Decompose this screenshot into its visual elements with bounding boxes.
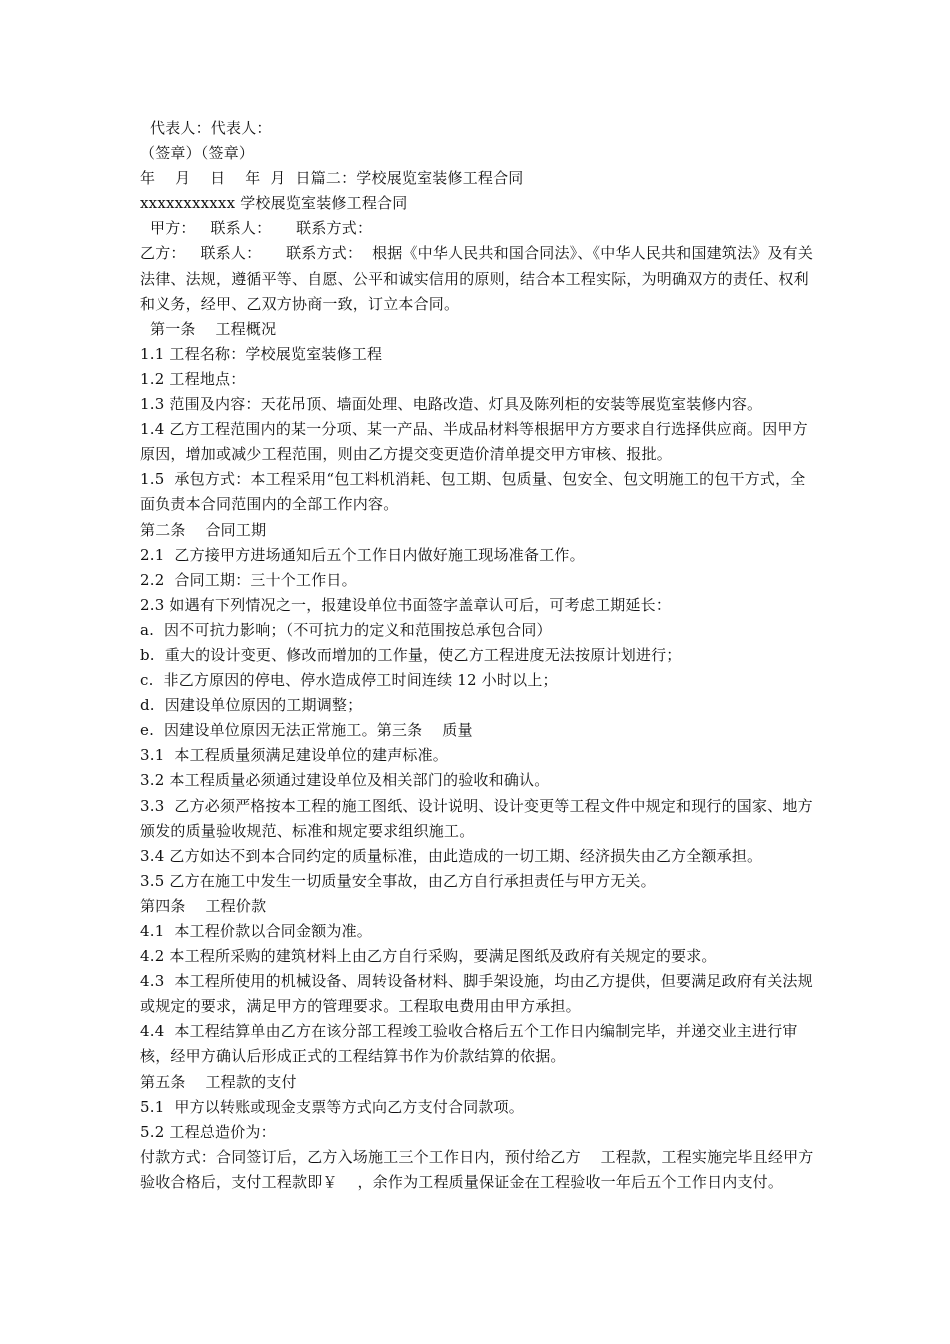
contract-document: [140, 116, 818, 1195]
item-c: c. 非乙方原因的停电、停水造成停工时间连续 12 小时以上；: [140, 671, 558, 690]
clause-1-1: 1.1 工程名称：学校展览室装修工程: [140, 344, 383, 363]
clause-4-3: 4.3 本工程所使用的机械设备、周转设备材料、脚手架设施，均由乙方提供，但要满足政府有关法规或规定的要求，满足甲方的管理要求。工程取电费用由甲方承担。: [140, 972, 813, 1016]
clause-1-5: 1.5 承包方式：本工程采用“包工料机消耗、包工期、包质量、包安全、包文明施工的包干方式，全面负责本合同范围内的全部工作内容。: [140, 470, 806, 514]
article-1-heading: 第一条 工程概况: [150, 319, 277, 338]
clause-2-3: 2.3 如遇有下列情况之一，报建设单位书面签字盖章认可后，可考虑工期延长：: [140, 595, 672, 614]
clause-1-4: 1.4 乙方工程范围内的某一分项、某一产品、半成品材料等根据甲方方要求自行选择供应商。因甲方原因，增加或减少工程范围，则由乙方提交变更造价清单提交甲方审核、报批。: [140, 420, 808, 464]
clause-5-2: 5.2 工程总造价为：: [140, 1122, 276, 1141]
article-4-heading: 第四条 工程价款: [140, 896, 267, 915]
item-a: a. 因不可抗力影响；（不可抗力的定义和范围按总承包合同）: [140, 620, 552, 639]
seal-line: （签章）（签章）: [140, 144, 255, 163]
clause-3-3: 3.3 乙方必须严格按本工程的施工图纸、设计说明、设计变更等工程文件中规定和现行的国家、地方颁发的质量验收规范、标准和规定要求组织施工。: [140, 796, 813, 840]
party-b-preamble: 乙方： 联系人： 联系方式： 根据《中华人民共和国合同法》、《中华人民共和国建筑法》及有关法律、法规，遵循平等、自愿、公平和诚实信用的原则，结合本工程实际，为明确双方的责任、权利和义务，经甲、乙双方协商一致，订立本合同。: [140, 244, 814, 313]
clause-3-5: 3.5 乙方在施工中发生一切质量安全事故，由乙方自行承担责任与甲方无关。: [140, 871, 656, 890]
article-2-heading: 第二条 合同工期: [140, 520, 267, 539]
representative-line: 代表人：代表人：: [150, 119, 272, 137]
clause-2-1: 2.1 乙方接甲方进场通知后五个工作日内做好施工现场准备工作。: [140, 545, 585, 564]
clause-1-3: 1.3 范围及内容：天花吊顶、墙面处理、电路改造、灯具及陈列柜的安装等展览室装修内容。: [140, 395, 763, 414]
clause-4-2: 4.2 本工程所采购的建筑材料上由乙方自行采购，要满足图纸及政府有关规定的要求。: [140, 947, 717, 966]
article-5-heading: 第五条 工程款的支付: [140, 1072, 297, 1091]
clause-4-1: 4.1 本工程价款以合同金额为准。: [140, 922, 372, 940]
clause-3-4: 3.4 乙方如达不到本合同约定的质量标准，由此造成的一切工期、经济损失由乙方全额承担。: [140, 846, 763, 865]
contract-title: xxxxxxxxxxx 学校展览室装修工程合同: [140, 194, 408, 213]
clause-5-1: 5.1 甲方以转账或现金支票等方式向乙方支付合同款项。: [140, 1097, 524, 1116]
item-d: d. 因建设单位原因的工期调整；: [140, 696, 363, 715]
payment-terms: 付款方式：合同签订后，乙方入场施工三个工作日内，预付给乙方 工程款，工程实施完毕且经甲方验收合格后，支付工程款即￥ ，余作为工程质量保证金在工程验收一年后五个工作日内支付。: [140, 1147, 814, 1191]
clause-1-2: 1.2 工程地点：: [140, 369, 246, 388]
date-and-title-line: 年 月 日 年 月 日篇二：学校展览室装修工程合同: [140, 169, 524, 188]
clause-4-4: 4.4 本工程结算单由乙方在该分部工程竣工验收合格后五个工作日内编制完毕，并递交业主进行审核，经甲方确认后形成正式的工程结算书作为价款结算的依据。: [140, 1022, 798, 1066]
party-a-line: 甲方： 联系人： 联系方式：: [150, 219, 373, 238]
item-b: b. 重大的设计变更、修改而增加的工作量，使乙方工程进度无法按原计划进行；: [140, 645, 682, 664]
clause-2-2: 2.2 合同工期：三十个工作日。: [140, 570, 357, 589]
clause-3-1: 3.1 本工程质量须满足建设单位的建声标准。: [140, 746, 448, 765]
item-e-and-article-3: e. 因建设单位原因无法正常施工。第三条 质量: [140, 721, 473, 740]
clause-3-2: 3.2 本工程质量必须通过建设单位及相关部门的验收和确认。: [140, 771, 550, 790]
